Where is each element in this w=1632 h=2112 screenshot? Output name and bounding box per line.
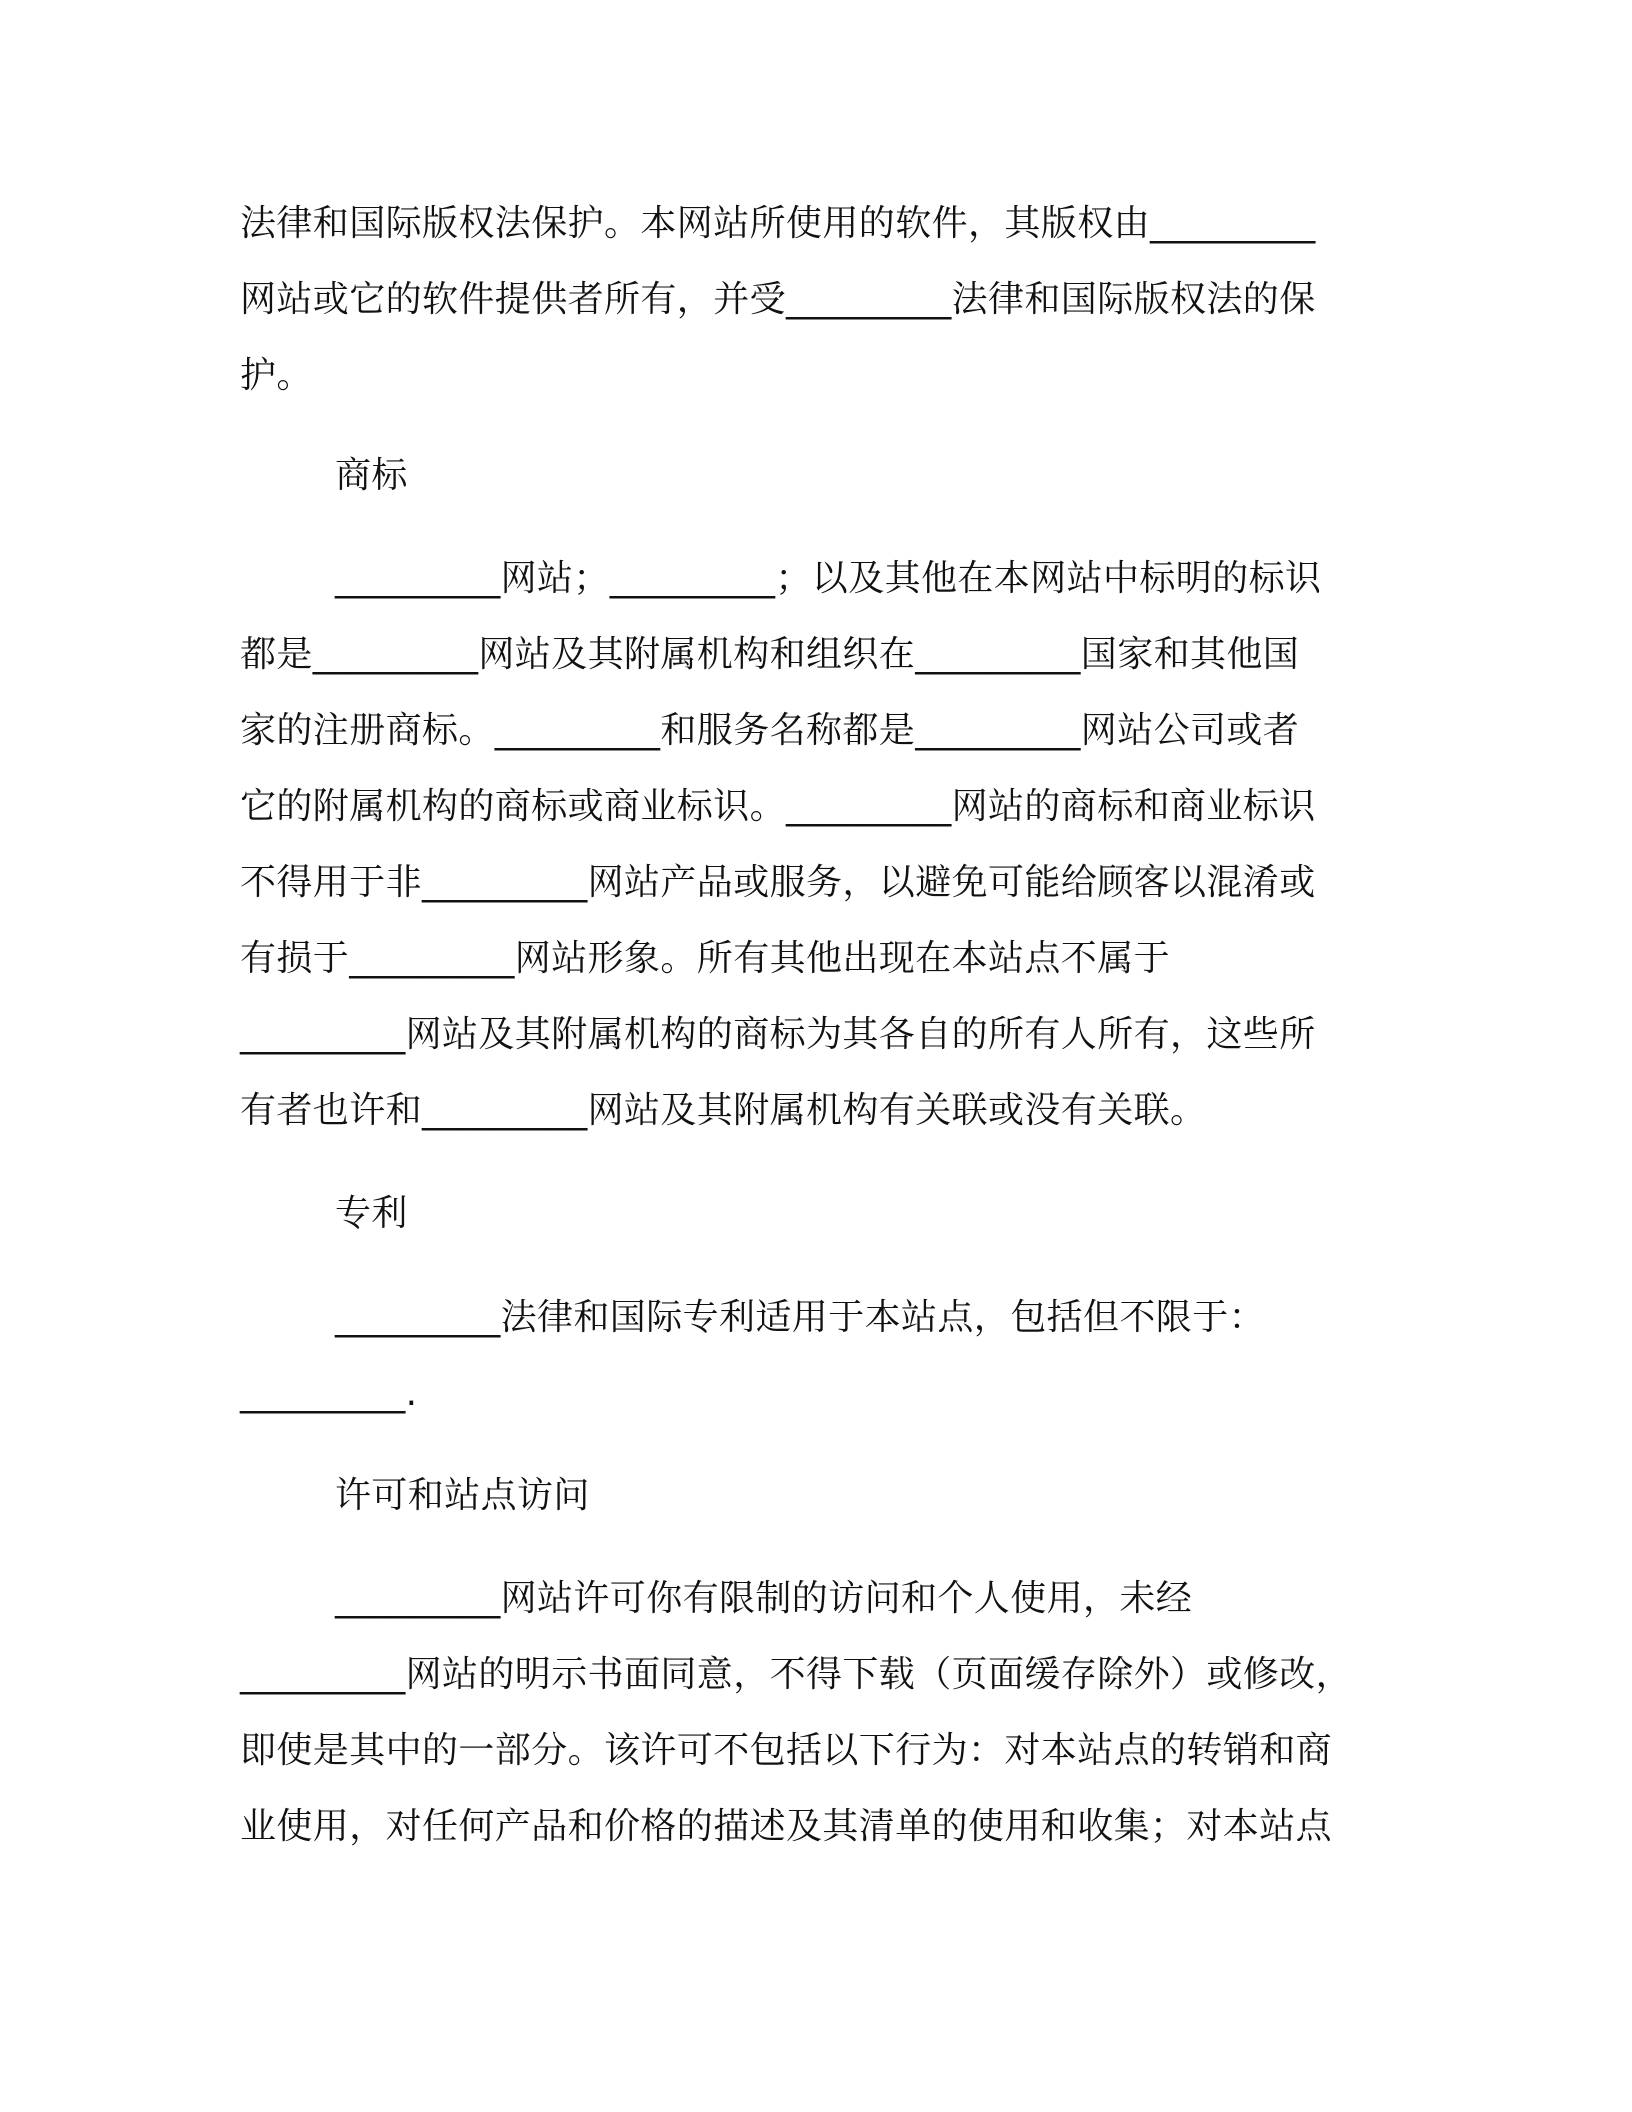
paragraph-line: 家的注册商标。_________和服务名称都是_________网站公司或者 [240,710,1300,751]
paragraph-line: _________网站及其附属机构的商标为其各自的所有人所有，这些所 [240,1014,1316,1055]
paragraph-line: 法律和国际版权法保护。本网站所使用的软件，其版权由_________ [240,203,1316,244]
section-heading-patent: 专利 [335,1193,408,1234]
section-heading-license: 许可和站点访问 [335,1475,590,1516]
paragraph-line: _________网站许可你有限制的访问和个人使用，未经 [335,1578,1193,1619]
paragraph-line: _________网站；_________；以及其他在本网站中标明的标识 [335,558,1322,599]
paragraph-line: 都是_________网站及其附属机构和组织在_________国家和其他国 [240,634,1300,675]
section-heading-trademark: 商标 [335,455,408,496]
paragraph-line: 业使用，对任何产品和价格的描述及其清单的使用和收集；对本站点 [240,1806,1333,1847]
paragraph-line: 网站或它的软件提供者所有，并受_________法律和国际版权法的保 [240,279,1316,320]
paragraph-line: 它的附属机构的商标或商业标识。_________网站的商标和商业标识 [240,786,1316,827]
paragraph-line: 即使是其中的一部分。该许可不包括以下行为：对本站点的转销和商 [240,1730,1333,1771]
paragraph-line: 有者也许和_________网站及其附属机构有关联或没有关联。 [240,1090,1207,1131]
paragraph-line: 不得用于非_________网站产品或服务，以避免可能给顾客以混淆或 [240,862,1316,903]
paragraph-line: _________法律和国际专利适用于本站点，包括但不限于： [335,1297,1266,1338]
paragraph-line: 护。 [240,355,313,396]
paragraph-line: 有损于_________网站形象。所有其他出现在本站点不属于 [240,938,1171,979]
paragraph-line: _________网站的明示书面同意，不得下载（页面缓存除外）或修改， [240,1654,1353,1695]
paragraph-line: _________. [240,1373,418,1414]
